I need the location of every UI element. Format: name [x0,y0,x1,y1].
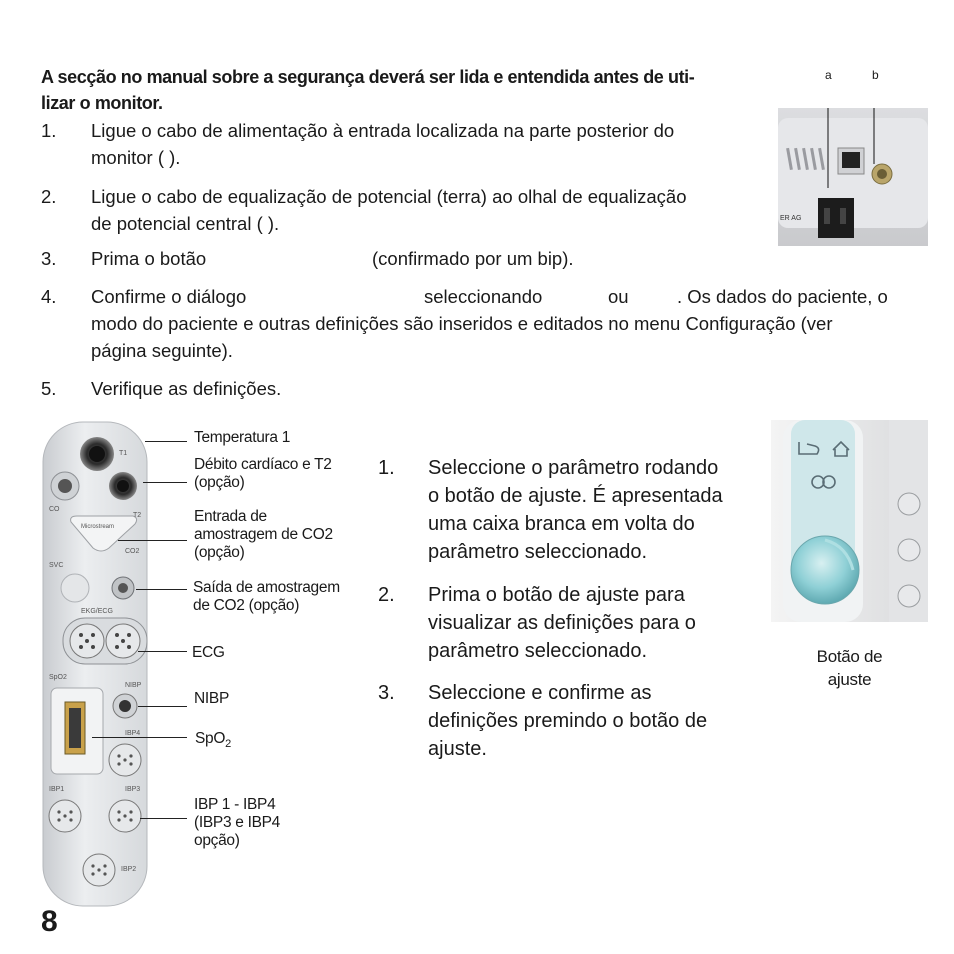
leader-line [138,706,187,707]
step-text: Prima o botão [91,248,207,269]
callout-co2-inlet [194,508,333,562]
leader-line [92,737,187,738]
svg-text:ER AG: ER AG [780,215,802,222]
front-panel-photo [35,420,155,908]
leader-line [145,441,187,442]
panel-label-nibp: NIBP [125,682,142,689]
step-number: 1. [41,120,57,141]
panel-label-t1: T1 [119,450,128,457]
step-line: definições premindo o botão de [428,710,708,732]
callout-subscript: 2 [225,738,231,751]
step-2 [41,184,781,236]
leader-line [140,818,187,819]
callout-cardiac-output [194,456,332,492]
callout-ecg: ECG [192,644,225,661]
adjust-step-3 [378,679,768,763]
step-line: o botão de ajuste. É apresentada [428,485,723,507]
step-text: ou [608,286,629,307]
callout-spo2 [195,730,231,753]
callout-temperature: Temperatura 1 [194,429,291,446]
step-text: modo do paciente e outras definições são inseridos e editados no menu Configuração (ver [91,313,833,334]
leader-line [118,540,187,541]
step-text: de potencial central ( ). [91,213,280,234]
step-line: parâmetro seleccionado. [428,640,648,662]
step-1 [41,118,781,170]
callout-text: SpO [195,730,226,747]
step-text: monitor ( ). [91,147,181,168]
photo-label-b: b [872,68,879,82]
photo-label-a: a [825,68,832,82]
panel-label-ekg: EKG/ECG [81,608,113,615]
step-5 [41,376,441,402]
caption-line: Botão de [816,647,883,666]
callout-ibp [194,796,280,850]
callout-line: opção) [194,832,240,849]
callout-nibp: NIBP [194,690,229,707]
panel-label-ibp2: IBP2 [121,866,137,873]
warning-line-1: A secção no manual sobre a segurança deverá ser lida e entendida antes de uti- [41,67,695,87]
step-line: Prima o botão de ajuste para [428,584,685,606]
step-number: 3. [41,248,57,269]
safety-warning [41,64,771,116]
step-text: página seguinte). [91,340,233,361]
callout-line: (opção) [194,544,245,561]
caption-line: ajuste [827,670,872,689]
step-line: Seleccione e confirme as [428,682,652,704]
leader-line [138,651,187,652]
step-text [428,679,758,763]
panel-label-co2: CO2 [125,548,140,555]
panel-label-t2: T2 [133,512,142,519]
step-3 [41,246,781,272]
step-text [428,454,758,566]
step-number: 5. [41,378,57,399]
callout-co2-outlet [193,579,340,615]
step-text: Ligue o cabo de equalização de potencial (terra) ao olhal de equalização [91,186,687,207]
step-text: seleccionando [424,286,543,307]
callout-line: amostragem de CO2 [194,526,333,543]
callout-line: Débito cardíaco e T2 [194,456,332,473]
callout-line: (opção) [194,474,245,491]
callout-line: Entrada de [194,508,267,525]
step-line: visualizar as definições para o [428,612,696,634]
step-number: 3. [378,682,395,704]
step-text: Ligue o cabo de alimentação à entrada localizada na parte posterior do [91,120,675,141]
step-line: ajuste. [428,738,487,760]
step-text: Confirme o diálogo [91,286,247,307]
leader-line [136,589,187,590]
step-text: Verifique as definições. [91,378,282,399]
step-4 [41,284,931,364]
step-line: Seleccione o parâmetro rodando [428,457,719,479]
warning-line-2: lizar o monitor. [41,93,163,113]
step-text: (confirmado por um bip). [372,248,574,269]
panel-label-ibp4: IBP4 [125,730,141,737]
callout-line: de CO2 (opção) [193,597,300,614]
step-number: 2. [41,186,57,207]
panel-label-ibp3: IBP3 [125,786,141,793]
callout-line: Saída de amostragem [193,579,340,596]
callout-line: (IBP3 e IBP4 [194,814,281,831]
step-number: 4. [41,286,57,307]
panel-label-spo2: SpO2 [49,674,67,681]
step-text: . Os dados do paciente, o [677,286,888,307]
panel-label-co: CO [49,506,60,513]
panel-label-ibp1: IBP1 [49,786,65,793]
adjust-knob-photo [771,420,928,622]
leader-line [143,482,187,483]
step-number: 2. [378,584,395,606]
panel-label-svc: SVC [49,562,64,569]
knob-caption [771,645,928,691]
step-line: parâmetro seleccionado. [428,541,648,563]
adjust-step-2 [378,581,768,665]
step-line: uma caixa branca em volta do [428,513,695,535]
panel-label-microstream: Microstream [81,524,115,530]
adjust-step-1 [378,454,768,566]
callout-line: IBP 1 - IBP4 [194,796,276,813]
step-number: 1. [378,457,395,479]
step-text [428,581,758,665]
monitor-rear-photo [778,108,928,246]
page-number: 8 [41,905,58,938]
